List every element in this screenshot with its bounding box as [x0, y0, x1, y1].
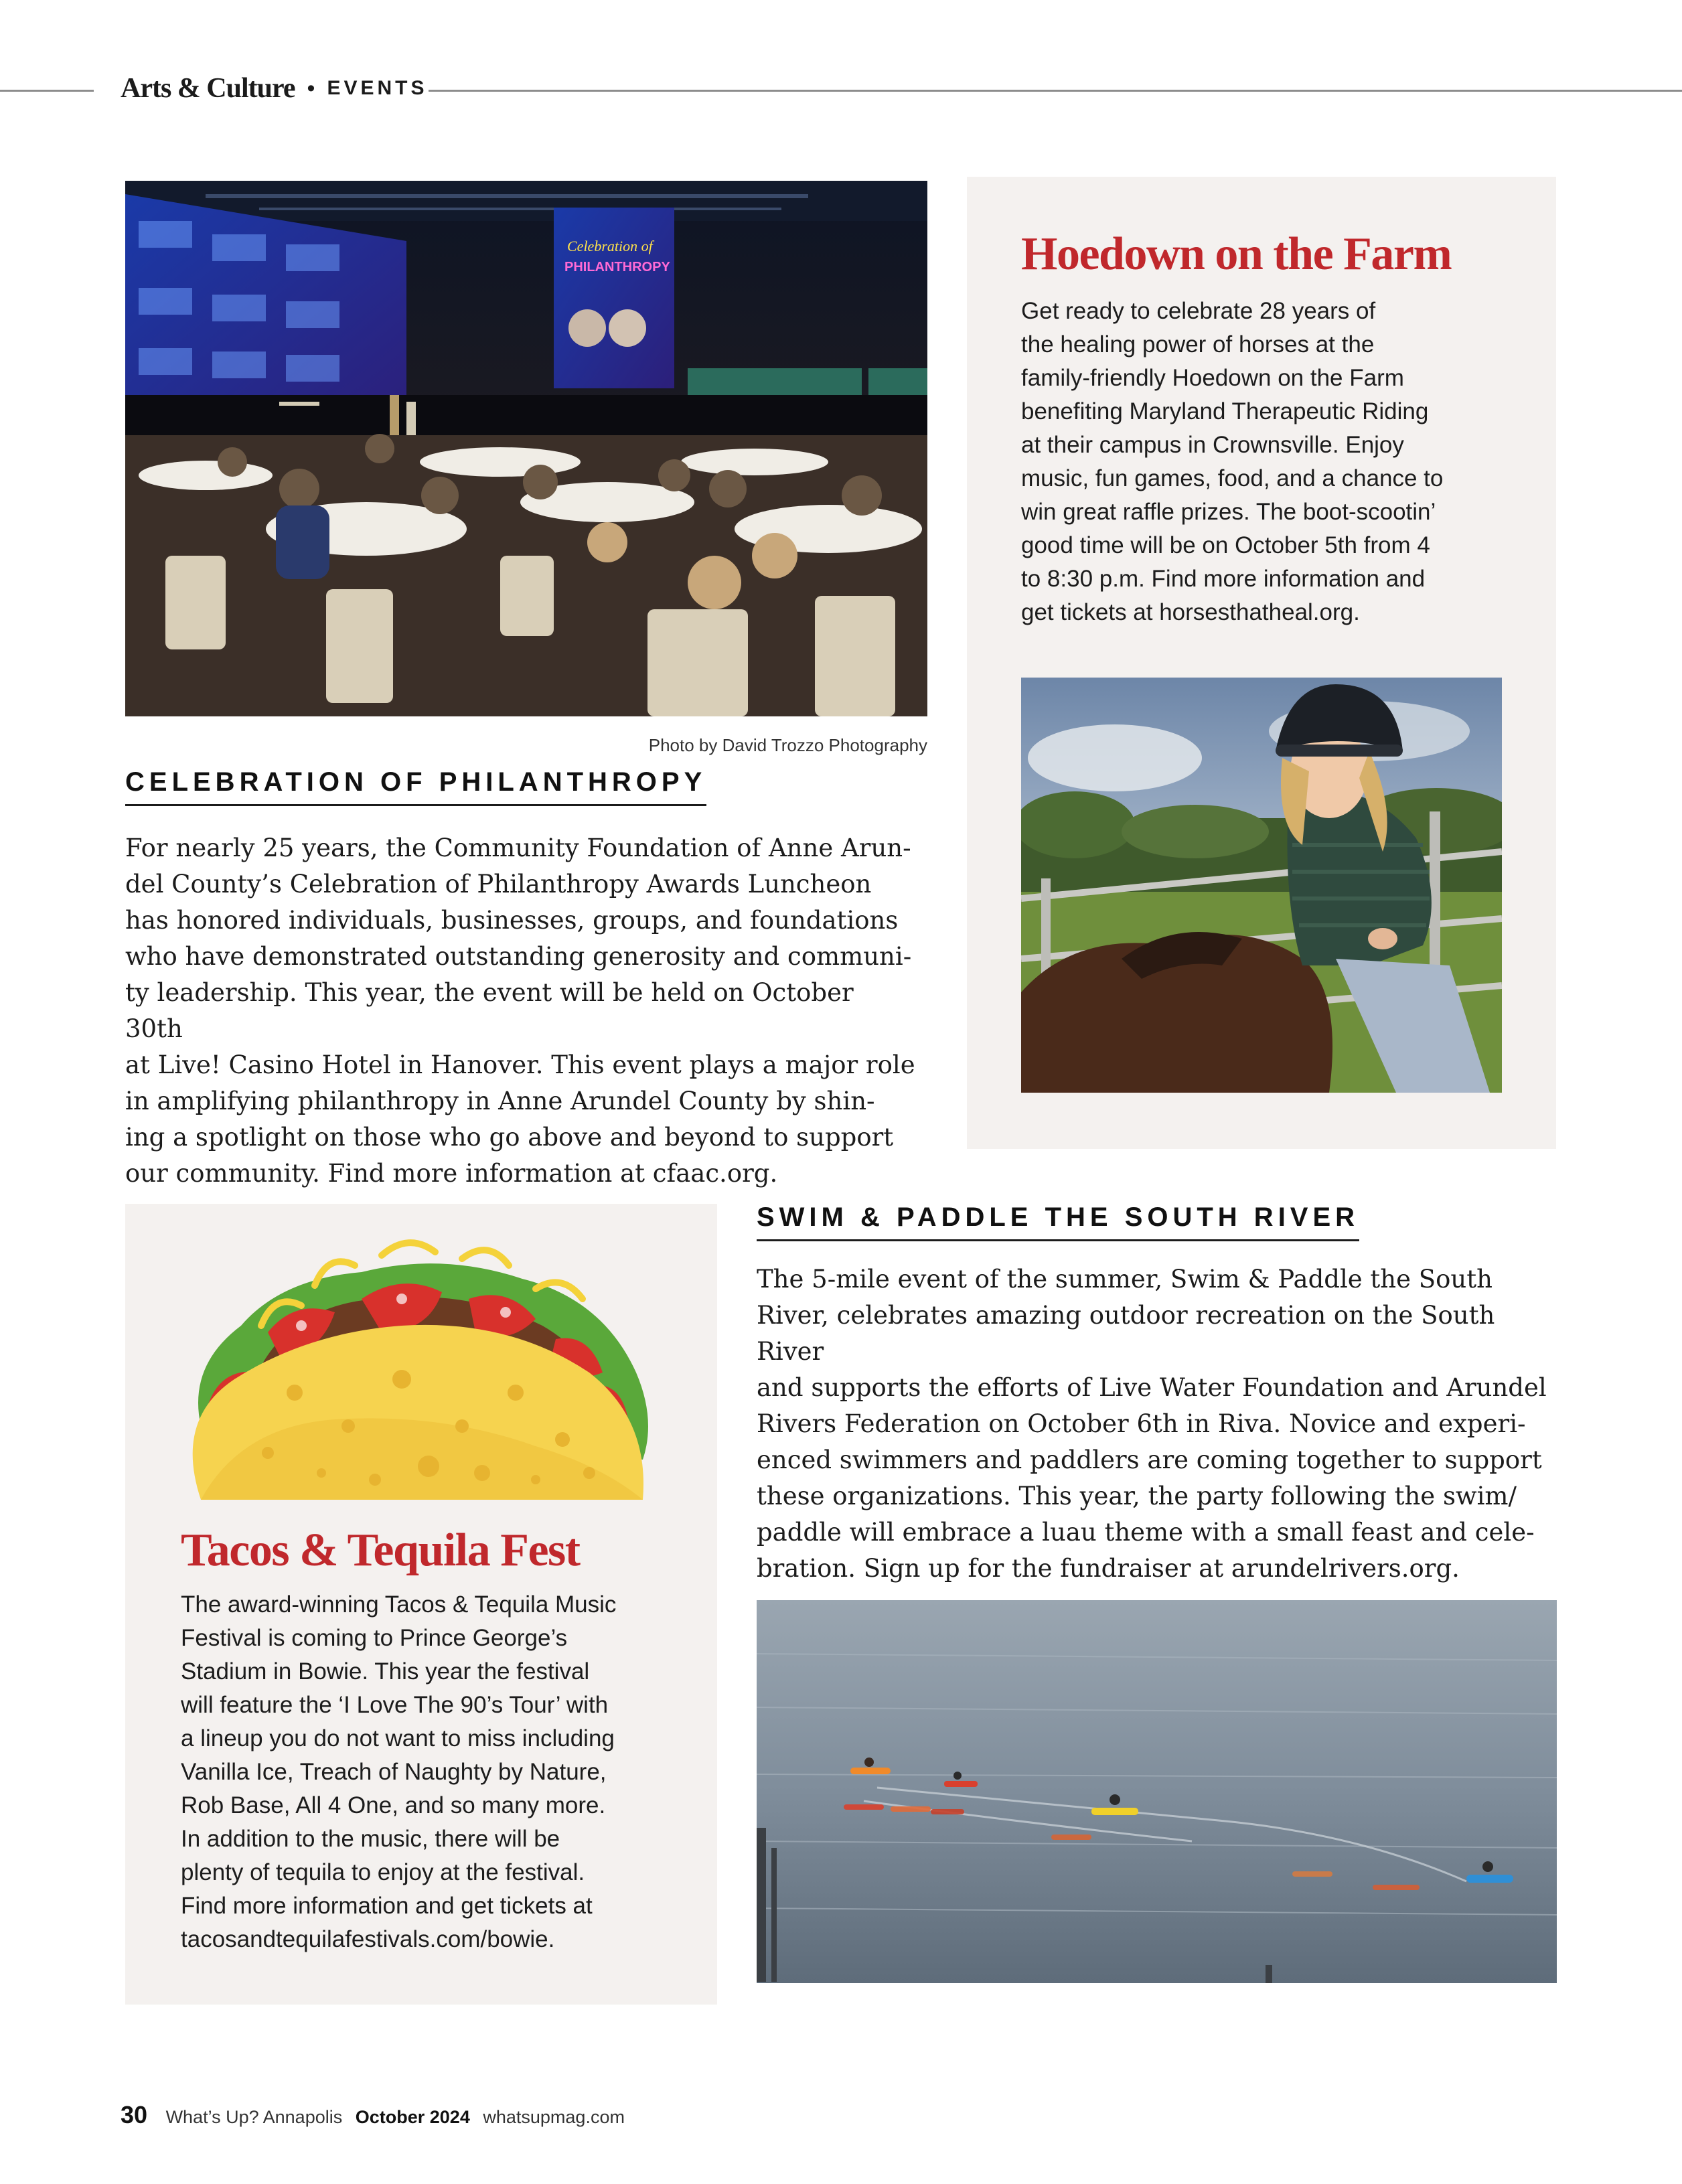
- screen-title-line2: PHILANTHROPY: [564, 260, 670, 275]
- body-line: Stadium in Bowie. This year the festival: [181, 1658, 590, 1685]
- body-line: to 8:30 p.m. Find more information and: [1021, 566, 1426, 592]
- header-rule-right: [429, 90, 1682, 92]
- philanthropy-photo: [125, 181, 927, 716]
- body-line: plenty of tequila to enjoy at the festival.: [181, 1859, 585, 1885]
- body-line: The award-winning Tacos & Tequila Music: [181, 1591, 617, 1618]
- section-label: [121, 68, 427, 108]
- body-line: For nearly 25 years, the Community Foundation of Anne Arun-: [125, 834, 911, 862]
- body-line: a lineup you do not want to miss including: [181, 1725, 615, 1751]
- swim-body: [757, 1261, 1560, 1587]
- body-line: at Live! Casino Hotel in Hanover. This event plays a major role: [125, 1050, 915, 1079]
- tacos-heading: Tacos & Tequila Fest: [181, 1525, 580, 1576]
- body-line: these organizations. This year, the party following the swim/: [757, 1482, 1517, 1510]
- body-line: bration. Sign up for the fundraiser at arundelrivers.org.: [757, 1554, 1460, 1583]
- tacos-body: [181, 1588, 690, 1956]
- river-photo: [757, 1600, 1557, 1983]
- hoedown-body: [1021, 295, 1530, 629]
- swim-heading: SWIM & PADDLE THE SOUTH RIVER: [757, 1202, 1359, 1241]
- body-line: Find more information and get tickets at: [181, 1893, 593, 1919]
- body-line: ty leadership. This year, the event will be held on October 30th: [125, 978, 854, 1043]
- body-line: who have demonstrated outstanding generosity and communi-: [125, 942, 912, 971]
- body-line: Get ready to celebrate 28 years of: [1021, 298, 1376, 324]
- page-number: 30: [121, 2101, 148, 2128]
- body-line: music, fun games, food, and a chance to: [1021, 465, 1444, 491]
- screen-title-line1: Celebration of: [567, 238, 653, 254]
- body-line: good time will be on October 5th from 4: [1021, 532, 1430, 558]
- philanthropy-body: [125, 830, 915, 1192]
- subsection-name: EVENTS: [327, 77, 428, 99]
- horse-rider-photo: [1021, 678, 1502, 1093]
- body-line: Festival is coming to Prince George’s: [181, 1625, 568, 1651]
- body-line: win great raffle prizes. The boot-scootin’: [1021, 499, 1436, 525]
- body-line: in amplifying philanthropy in Anne Arundel County by shin-: [125, 1087, 875, 1115]
- body-line: Rob Base, All 4 One, and so many more.: [181, 1792, 606, 1818]
- body-line: Rivers Federation on October 6th in Riva. Novice and experi-: [757, 1409, 1526, 1438]
- body-line: In addition to the music, there will be: [181, 1826, 560, 1852]
- issue-month: October 2024: [355, 2107, 470, 2127]
- body-line: enced swimmers and paddlers are coming together to support: [757, 1446, 1542, 1474]
- page-footer: [121, 2101, 625, 2129]
- separator-dot: •: [307, 75, 315, 101]
- philanthropy-heading: CELEBRATION OF PHILANTHROPY: [125, 767, 706, 806]
- body-line: the healing power of horses at the: [1021, 331, 1375, 358]
- section-name: Arts & Culture: [121, 73, 295, 104]
- body-line: our community. Find more information at cfaac.org.: [125, 1159, 778, 1188]
- body-line: at their campus in Crownsville. Enjoy: [1021, 432, 1404, 458]
- body-line: family-friendly Hoedown on the Farm: [1021, 365, 1404, 391]
- magazine-name: What’s Up? Annapolis: [165, 2107, 343, 2127]
- body-line: paddle will embrace a luau theme with a small feast and cele-: [757, 1518, 1535, 1547]
- body-line: benefiting Maryland Therapeutic Riding: [1021, 398, 1429, 424]
- body-line: will feature the ‘I Love The 90’s Tour’ with: [181, 1692, 609, 1718]
- body-line: get tickets at horsesthatheal.org.: [1021, 599, 1360, 625]
- taco-illustration: [161, 1225, 683, 1506]
- body-line: ing a spotlight on those who go above and beyond to support: [125, 1123, 894, 1152]
- header-rule-left: [0, 90, 94, 92]
- body-line: del County’s Celebration of Philanthropy Awards Luncheon: [125, 870, 872, 899]
- body-line: The 5-mile event of the summer, Swim & Paddle the South: [757, 1265, 1493, 1294]
- body-line: River, celebrates amazing outdoor recreation on the South River: [757, 1301, 1495, 1366]
- body-line: Vanilla Ice, Treach of Naughty by Nature,: [181, 1759, 607, 1785]
- body-line: and supports the efforts of Live Water Foundation and Arundel: [757, 1373, 1547, 1402]
- body-line: tacosandtequilafestivals.com/bowie.: [181, 1926, 555, 1952]
- body-line: has honored individuals, businesses, groups, and foundations: [125, 906, 899, 935]
- photo-credit: Photo by David Trozzo Photography: [648, 735, 927, 755]
- website: whatsupmag.com: [483, 2107, 625, 2127]
- hoedown-heading: Hoedown on the Farm: [1021, 228, 1452, 280]
